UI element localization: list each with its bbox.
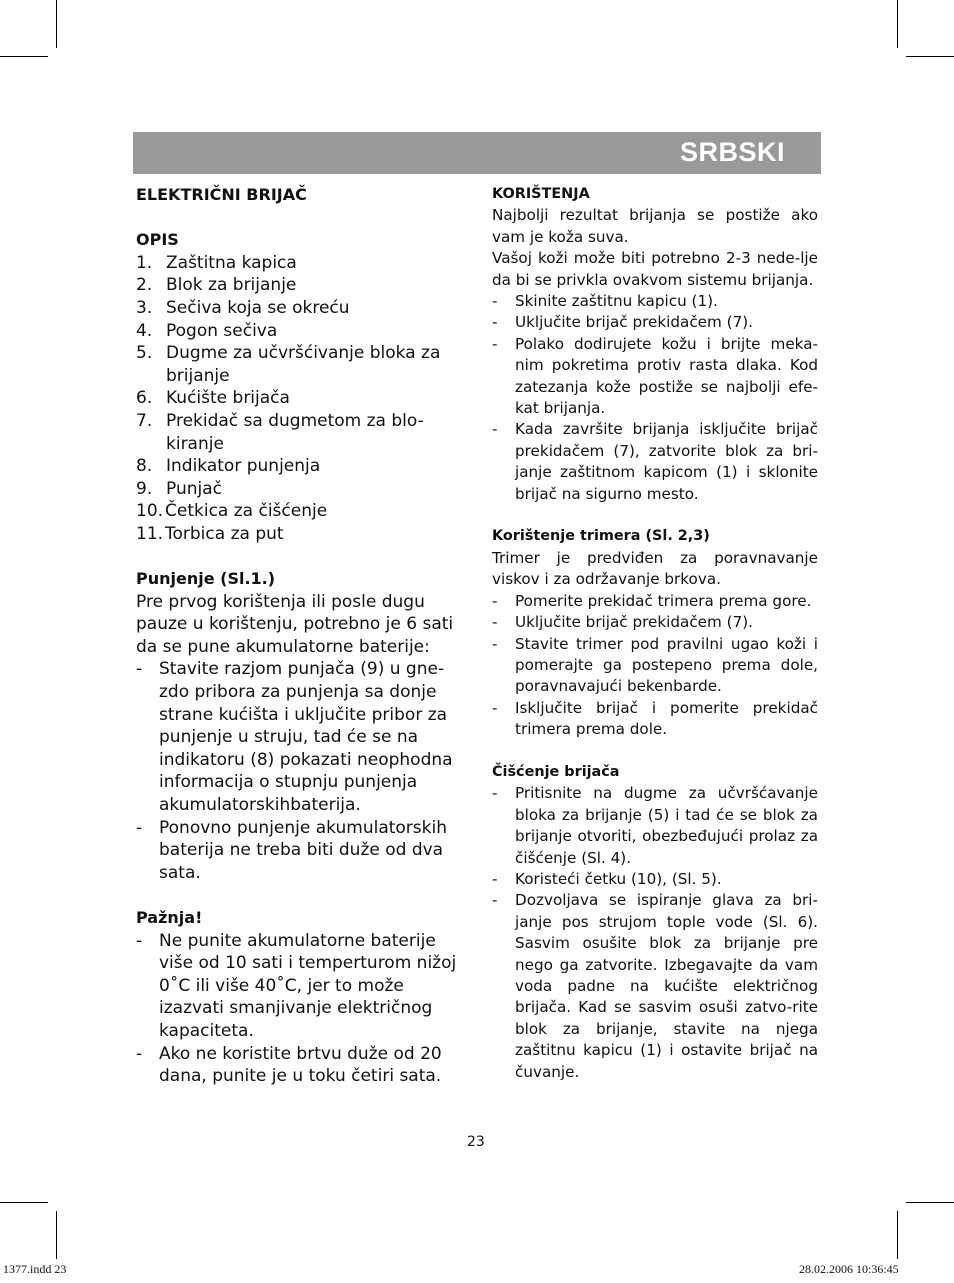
charging-steps (136, 658, 458, 884)
document-title: ELEKTRIČNI BRIJAČ (136, 185, 307, 204)
attention-heading: Pažnja! (136, 908, 203, 927)
list-item (492, 634, 818, 698)
dash-bullet: - (492, 634, 498, 653)
attention-list (136, 930, 458, 1088)
part-label: Kućište brijača (166, 388, 290, 409)
part-number: 11. (136, 523, 164, 544)
list-item-text: Stavite razjom punjača (9) u gne-zdo pribora za punjenja sa donje strane kućišta i uključite pribor za punjenje u struju, tad će se na indikatoru (8) pokazati neophodna informacija o stupnju punjenja akumulatorskihbaterija. (159, 659, 453, 816)
list-item (492, 334, 818, 420)
cleaning-heading: Čišćenje brijača (492, 763, 620, 780)
list-item (492, 869, 818, 890)
list-item-text: Koristeći četku (10), (Sl. 5). (515, 869, 722, 888)
part-label: Sečiva koja se okreću (166, 297, 350, 318)
parts-list (136, 252, 458, 546)
part-item (136, 455, 458, 478)
part-item (136, 523, 458, 546)
part-number: 9. (136, 478, 153, 499)
list-item (492, 291, 818, 312)
part-number: 10. (136, 501, 164, 522)
dash-bullet: - (492, 613, 498, 632)
dash-bullet: - (492, 420, 498, 439)
part-label: Torbica za put (165, 523, 284, 544)
crop-mark (906, 56, 954, 57)
usage-paragraph: Najbolji rezultat brijanja se postiže ako vam je koža suva. (492, 206, 818, 246)
part-number: 2. (136, 275, 153, 296)
crop-mark (897, 1211, 898, 1259)
part-number: 4. (136, 320, 153, 341)
part-number: 5. (136, 343, 153, 364)
list-item-text: Uključite brijač prekidačem (7). (515, 313, 753, 332)
part-label: Prekidač sa dugmetom za blo-kiranje (166, 410, 424, 454)
part-number: 1. (136, 252, 153, 273)
charging-text: Pre prvog korištenja ili posle dugu pauze u korištenju, potrebno je 6 sati da se pune akumulatorne baterije: (136, 591, 454, 657)
list-item-text: Pomerite prekidač trimera prema gore. (515, 591, 812, 610)
part-label: Indikator punjenja (166, 456, 321, 477)
list-item-text: Ponovno punjenje akumulatorskih baterija ne treba biti duže od dva sata. (159, 817, 447, 883)
part-number: 6. (136, 388, 153, 409)
list-item (492, 591, 818, 612)
dash-bullet: - (492, 313, 498, 332)
list-item (492, 419, 818, 505)
dash-bullet: - (136, 930, 143, 951)
dash-bullet: - (492, 292, 498, 311)
list-item-text: Stavite trimer pod pravilni ugao koži i pomerajte ga postepeno prema dole, poravnavajući bekenbarde. (515, 634, 818, 696)
crop-mark (56, 1211, 57, 1259)
date-slug: 28.02.2006 10:36:45 (799, 1262, 899, 1276)
trimmer-steps (492, 591, 818, 741)
part-item (136, 387, 458, 410)
part-label: Četkica za čišćenje (165, 501, 328, 522)
crop-mark (0, 1202, 48, 1203)
list-item (492, 890, 818, 1083)
list-item (492, 783, 818, 869)
usage-steps (492, 291, 818, 505)
cleaning-steps (492, 783, 818, 1083)
dash-bullet: - (492, 591, 498, 610)
crop-mark (906, 1202, 954, 1203)
usage-paragraph: Vašoj koži može biti potrebno 2-3 nede-lje da bi se privkla ovakvom sistemu brijanja. (492, 249, 818, 289)
dash-bullet: - (136, 659, 143, 680)
part-item (136, 274, 458, 297)
page-number: 23 (467, 1134, 485, 1150)
dash-bullet: - (492, 334, 498, 353)
part-item (136, 410, 458, 455)
list-item (136, 817, 458, 885)
left-column (136, 184, 458, 1088)
crop-mark (56, 0, 57, 48)
dash-bullet: - (492, 784, 498, 803)
list-item-text: Skinite zaštitnu kapicu (1). (515, 292, 718, 311)
crop-mark (897, 0, 898, 48)
list-item-text: Uključite brijač prekidačem (7). (515, 613, 753, 632)
dash-bullet: - (492, 891, 498, 910)
list-item-text: Ako ne koristite brtvu duže od 20 dana, punite je u toku četiri sata. (159, 1043, 442, 1087)
dash-bullet: - (492, 869, 498, 888)
file-slug: 1377.indd 23 (3, 1262, 67, 1276)
part-number: 8. (136, 456, 153, 477)
list-item (492, 312, 818, 333)
part-number: 3. (136, 297, 153, 318)
list-item-text: Isključite brijač i pomerite prekidač trimera prema dole. (515, 698, 818, 739)
part-item (136, 500, 458, 523)
dash-bullet: - (492, 698, 498, 717)
right-column (492, 184, 818, 1083)
part-item (136, 320, 458, 343)
list-item (136, 658, 458, 816)
part-number: 7. (136, 410, 153, 431)
part-item (136, 342, 458, 387)
charging-heading: Punjenje (Sl.1.) (136, 569, 276, 589)
part-label: Blok za brijanje (166, 275, 297, 296)
crop-mark (0, 56, 48, 57)
list-item (136, 930, 458, 1043)
part-item (136, 252, 458, 275)
list-item-text: Dozvoljava se ispiranje glava za bri-janje pos strujom tople vode (Sl. 6). Sasvim osušite blok za brijanje pre nego ga zatvorite. Izbegavajte da vam voda padne na kućište električnog brijača. Kad se sasvim osuši zatvo-rite blok za brijanje, stavite na njega zaštitnu kapicu (1) i ostavite brijač na čuvanje. (515, 891, 818, 1081)
banner-title: SRBSKI (679, 137, 785, 167)
opis-heading: OPIS (136, 230, 179, 250)
dash-bullet: - (136, 1043, 143, 1064)
dash-bullet: - (136, 817, 143, 838)
trimmer-text: Trimer je predviđen za poravnavanje viskov i za održavanje brkova. (492, 548, 818, 589)
list-item-text: Pritisnite na dugme za učvršćavanje bloka za brijanje (5) i tad će se blok za brijanje otvoriti, obezbeđujući prolaz za čišćenje (Sl. 4). (515, 784, 818, 867)
usage-heading: KORIŠTENJA (492, 186, 590, 202)
part-item (136, 297, 458, 320)
list-item-text: Ne punite akumulatorne baterije više od 10 sati i temperturom nižoj 0˚C ili više 40˚C, jer to može izazvati smanjivanje električnog kapaciteta. (159, 930, 457, 1041)
part-label: Punjač (166, 478, 222, 499)
list-item (492, 612, 818, 633)
language-banner (133, 132, 821, 174)
list-item-text: Polako dodirujete kožu i brijte meka-nim pokretima protiv rasta dlaka. Kod zatezanja kože postiže se najbolji efe-kat brijanja. (515, 334, 818, 418)
part-label: Pogon sečiva (166, 320, 278, 341)
part-item (136, 478, 458, 501)
list-item-text: Kada završite brijanja isključite brijač prekidačem (7), zatvorite blok za bri-janje zaštitnom kapicom (1) i sklonite brijač na sigurno mesto. (515, 420, 818, 503)
part-label: Dugme za učvršćivanje bloka za brijanje (166, 343, 441, 386)
list-item (492, 698, 818, 741)
part-label: Zaštitna kapica (166, 252, 297, 273)
list-item (136, 1043, 458, 1088)
trimmer-heading: Korištenje trimera (Sl. 2,3) (492, 528, 710, 545)
